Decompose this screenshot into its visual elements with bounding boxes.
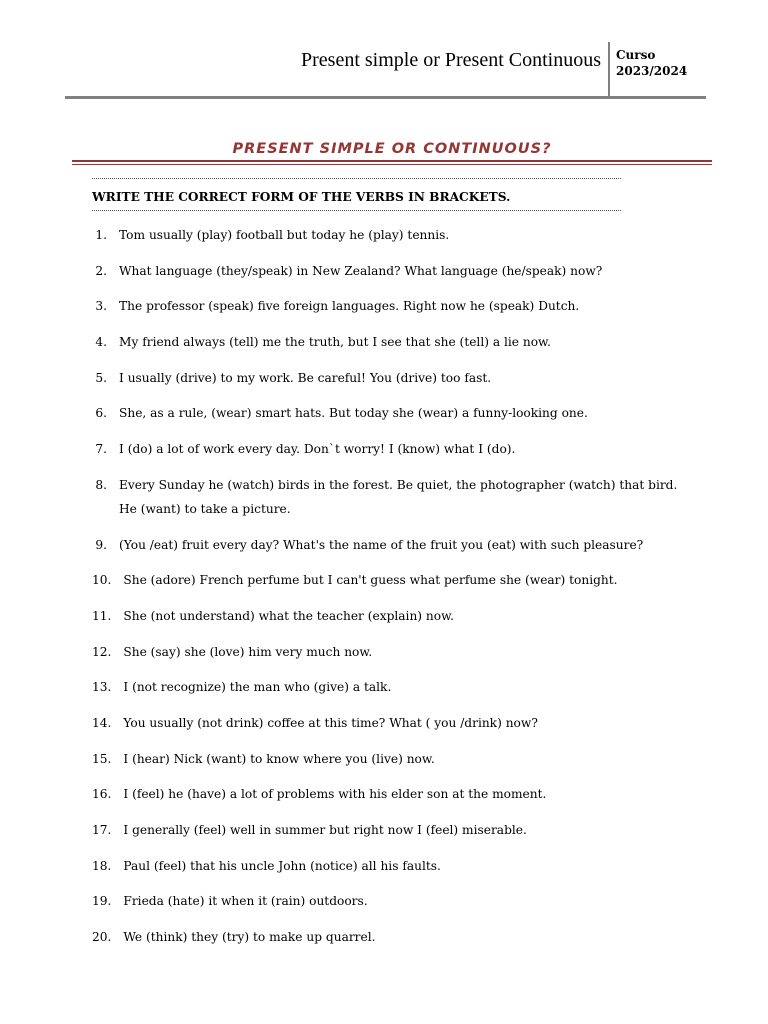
exercise-number: 18. (92, 858, 112, 873)
header-divider (608, 42, 610, 98)
exercise-number: 20. (92, 930, 112, 945)
exercise-item (92, 223, 692, 247)
exercise-number: 15. (92, 751, 112, 766)
exercise-number: 9. (95, 537, 107, 552)
exercise-item (92, 711, 692, 735)
exercise-number: 6. (95, 406, 107, 421)
exercise-text: She (not understand) what the teacher (explain) now. (123, 608, 454, 623)
exercise-number: 7. (95, 442, 107, 457)
exercise-item (92, 568, 692, 592)
exercise-text: I (do) a lot of work every day. Don`t worry! I (know) what I (do). (119, 442, 516, 457)
exercise-number: 19. (92, 894, 112, 909)
instructions-rule-top (92, 178, 621, 179)
exercise-text: (You /eat) fruit every day? What's the name of the fruit you (eat) with such pleasure? (119, 537, 644, 552)
exercise-number: 16. (92, 787, 112, 802)
exercise-item (92, 925, 692, 949)
course-label: Curso (616, 48, 656, 62)
exercise-text: What language (they/speak) in New Zealand? What language (he/speak) now? (119, 263, 603, 278)
exercise-text: I (feel) he (have) a lot of problems with his elder son at the moment. (123, 787, 547, 802)
exercise-text: We (think) they (try) to make up quarrel. (123, 930, 376, 945)
exercise-text: She, as a rule, (wear) smart hats. But today she (wear) a funny-looking one. (119, 406, 588, 421)
exercise-text: She (adore) French perfume but I can't guess what perfume she (wear) tonight. (123, 573, 618, 588)
exercise-item (92, 675, 692, 699)
exercise-number: 14. (92, 715, 112, 730)
exercise-item (92, 747, 692, 771)
exercise-text: I usually (drive) to my work. Be careful! You (drive) too fast. (119, 370, 492, 385)
exercise-item (92, 366, 692, 390)
heading-rule-thick (72, 160, 712, 162)
exercise-text: She (say) she (love) him very much now. (123, 644, 373, 659)
exercise-item (92, 473, 692, 521)
instructions-rule-bottom (92, 210, 621, 211)
exercise-text: My friend always (tell) me the truth, but I see that she (tell) a lie now. (119, 335, 551, 350)
exercise-item (92, 818, 692, 842)
exercise-item (92, 533, 692, 557)
exercise-item (92, 330, 692, 354)
exercise-number: 13. (92, 680, 112, 695)
document-title: Present simple or Present Continuous (301, 49, 601, 71)
exercise-item (92, 437, 692, 461)
exercise-number: 2. (95, 263, 107, 278)
exercise-item (92, 640, 692, 664)
exercise-item (92, 294, 692, 318)
exercise-number: 1. (95, 228, 107, 242)
exercise-number: 3. (95, 299, 107, 314)
section-heading: PRESENT SIMPLE OR CONTINUOUS? (232, 141, 552, 157)
exercise-number: 5. (95, 370, 107, 385)
exercise-item (92, 401, 692, 425)
exercise-number: 11. (92, 608, 112, 623)
exercise-item (92, 259, 692, 283)
exercise-item (92, 889, 692, 913)
exercise-text: Paul (feel) that his uncle John (notice) all his faults. (123, 858, 441, 873)
exercise-text: The professor (speak) five foreign languages. Right now he (speak) Dutch. (119, 299, 580, 314)
course-label-block (616, 47, 687, 79)
exercise-text: I generally (feel) well in summer but right now I (feel) miserable. (123, 823, 527, 837)
exercise-number: 12. (92, 644, 112, 659)
exercise-number: 17. (92, 823, 112, 837)
exercise-number: 8. (95, 477, 107, 492)
instructions-text: WRITE THE CORRECT FORM OF THE VERBS IN BRACKETS. (92, 190, 511, 204)
exercise-text: I (hear) Nick (want) to know where you (live) now. (123, 751, 435, 766)
heading-rule-thin (72, 164, 712, 165)
exercise-text: Tom usually (play) football but today he (play) tennis. (119, 228, 450, 242)
exercise-text: I (not recognize) the man who (give) a talk. (123, 680, 392, 695)
exercise-number: 4. (95, 335, 107, 350)
course-year: 2023/2024 (616, 64, 688, 78)
exercise-number: 10. (92, 573, 112, 588)
exercise-item (92, 854, 692, 878)
exercise-item (92, 604, 692, 628)
exercise-text: Frieda (hate) it when it (rain) outdoors. (123, 894, 368, 909)
header-rule (65, 96, 706, 99)
exercise-item (92, 782, 692, 806)
exercise-text: You usually (not drink) coffee at this time? What ( you /drink) now? (123, 715, 538, 730)
exercise-text: Every Sunday he (watch) birds in the forest. Be quiet, the photographer (watch) that bird. He (want) to take a picture. (119, 477, 678, 516)
exercise-list (92, 223, 692, 961)
